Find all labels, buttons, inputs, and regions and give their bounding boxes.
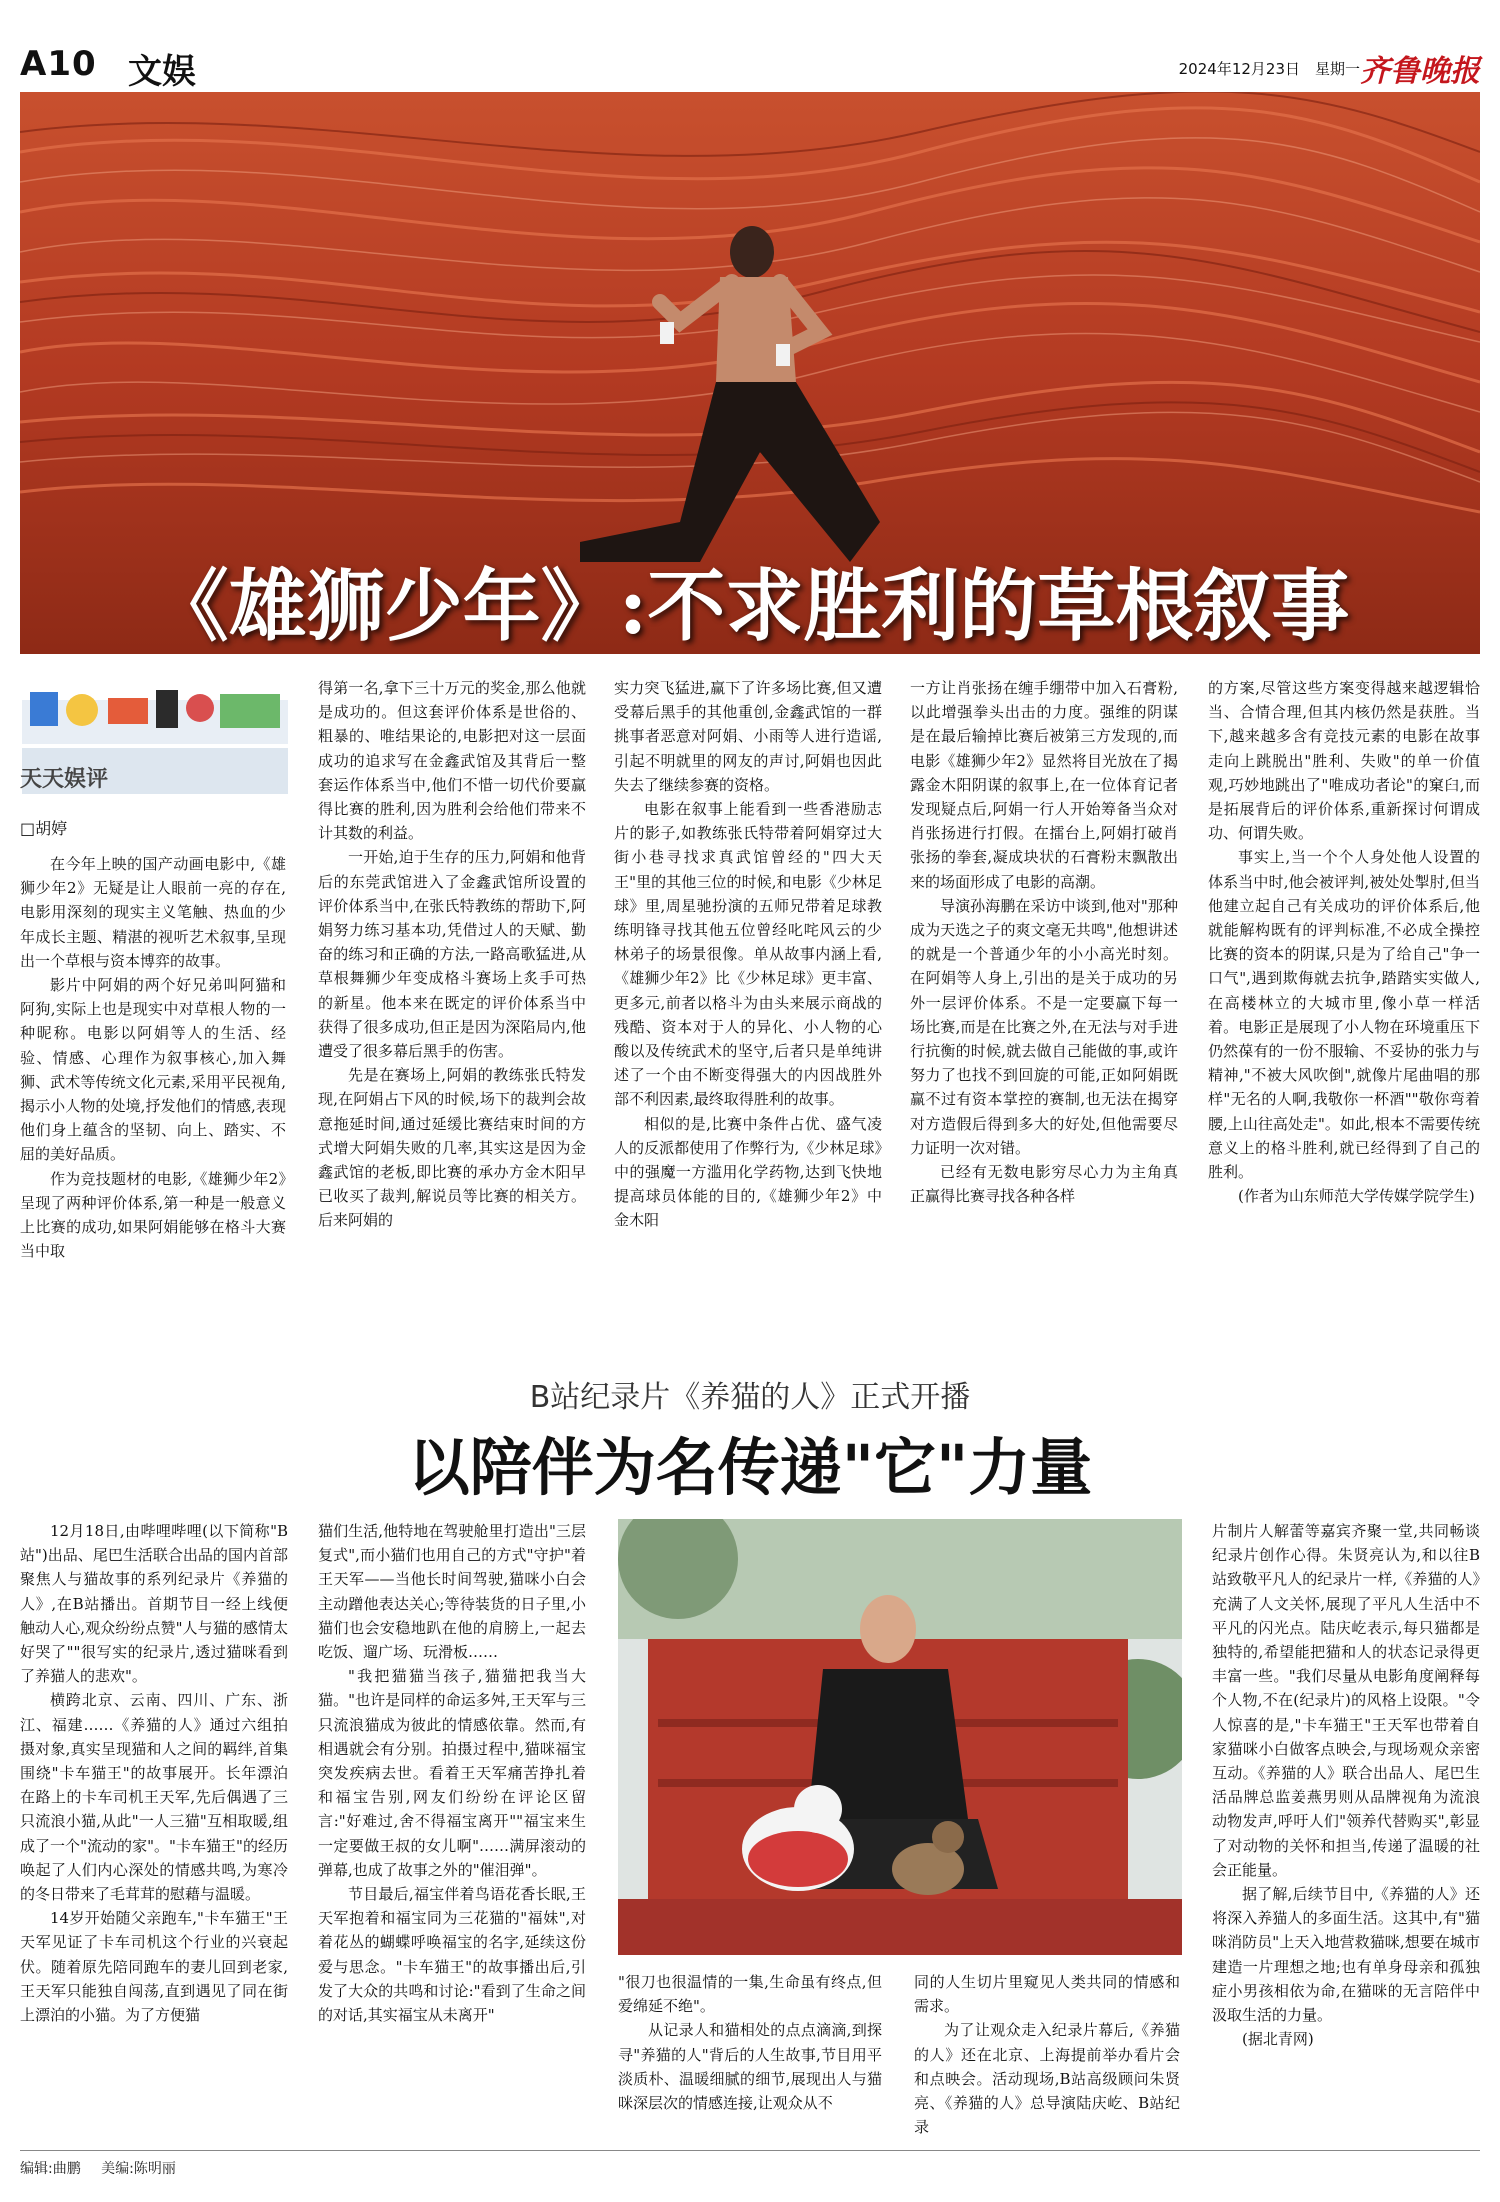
article1-column-2: [318, 676, 586, 1336]
paragraph: 为了让观众走入纪录片幕后,《养猫的人》还在北京、上海提前举办看片会和点映会。活动现场,B站高级顾问朱贤亮、《养猫的人》总导演陆庆屹、B站纪录: [914, 2021, 1180, 2137]
rubric-name: 天天娱评: [20, 767, 109, 792]
paragraph: 影片中阿娟的两个好兄弟叫阿猫和阿狗,实际上也是现实中对草根人物的一种昵称。电影以阿娟等人的生活、经验、情感、心理作为叙事核心,加入舞狮、武术等传统文化元素,采用平民视角,揭示小人物的处境,抒发他们的情感,表现他们身上蕴含的坚韧、向上、踏实、不屈的美好品质。: [20, 976, 286, 1164]
article2-subtitle: B站纪录片《养猫的人》正式开播: [529, 1380, 971, 1415]
paragraph: 横跨北京、云南、四川、广东、浙江、福建……《养猫的人》通过六组拍摄对象,真实呈现猫和人之间的羁绊,首集围绕"卡车猫王"的故事展开。长年漂泊在路上的卡车司机王天军,先后偶遇了三只流浪小猫,从此"一人三猫"互相取暖,组成了一个"流动的家"。"卡车猫王"的经历唤起了人们内心深处的情感共鸣,为寒冷的冬日带来了毛茸茸的慰藉与温暖。: [20, 1691, 288, 1904]
truck-driver-with-cats-image: [618, 1519, 1182, 1955]
paragraph: 据了解,后续节目中,《养猫的人》还将深入养猫人的多面生活。这其中,有"猫咪消防员"上天入地营救猫咪,想要在城市建造一片理想之地;也有单身母亲和孤独症小男孩相依为命,在猫咪的无言陪伴中汲取生活的力量。: [1212, 1885, 1480, 2025]
article2-column-5: [1212, 1519, 1480, 2147]
paragraph: 先是在赛场上,阿娟的教练张氏特发现,在阿娟占下风的时候,场下的裁判会故意拖延时间,通过延缓比赛结束时间的方式增大阿娟失败的几率,其实这是因为金鑫武馆的老板,即比赛的承办方金木阳早已收买了裁判,解说员等比赛的相关方。后来阿娟的: [318, 1066, 586, 1230]
paragraph: 同的人生切片里窥见人类共同的情感和需求。: [914, 1973, 1180, 2016]
paragraph: 一方让肖张扬在缠手绷带中加入石膏粉,以此增强拳头出击的力度。强维的阴谋是在最后输掉比赛后被第三方发现的,而电影《雄狮少年2》显然将目光放在了揭露金木阳阴谋的叙事上,在一位体育记者发现疑点后,阿娟一行人开始筹备当众对肖张扬进行打假。在擂台上,阿娟打破肖张扬的拳套,凝成块状的石膏粉末飘散出来的场面形成了电影的高潮。: [910, 679, 1178, 891]
hero-image: [20, 92, 1480, 654]
page-header: [20, 44, 1480, 92]
article-headline: 《雄狮少年》:不求胜利的草根叙事: [150, 561, 1350, 652]
article2-column-2: [318, 1519, 586, 2147]
paragraph: 节目最后,福宝伴着鸟语花香长眠,王天军抱着和福宝同为三花猫的"福妹",对着花丛的蝴蝶呼唤福宝的名字,延续这份爱与思念。"卡车猫王"的故事播出后,引发了大众的共鸣和讨论:"看到了生命之间的对话,其实福宝从未离开": [318, 1885, 586, 2025]
paragraph: 导演孙海鹏在采访中谈到,他对"那种成为天选之子的爽文毫无共鸣",他想讲述的就是一个普通少年的小小高光时刻。在阿娟等人身上,引出的是关于成功的另外一层评价体系。不是一定要赢下每一场比赛,而是在比赛之外,在无法与对手进行抗衡的时候,就去做自己能做的事,或许努力了也找不到回旋的可能,正如阿娟既赢不过有资本掌控的赛制,也无法在揭穿对方造假后得到多大的好处,但他需要尽力证明一次对错。: [910, 896, 1178, 1157]
article2-headline: 以陪伴为名传递"它"力量: [407, 1431, 1093, 1504]
article1-column-5: [1208, 676, 1480, 1336]
paragraph: (作者为山东师范大学传媒学院学生): [1238, 1187, 1475, 1206]
cat-truck-photo: [618, 1519, 1182, 1955]
article1-column-3: [614, 676, 882, 1336]
page-footer: [20, 2158, 192, 2178]
paragraph: 作为竞技题材的电影,《雄狮少年2》呈现了两种评价体系,第一种是一般意义上比赛的成功,如果阿娟能够在格斗大赛当中取: [20, 1169, 286, 1261]
author-byline: □胡婷: [20, 819, 68, 838]
article1-column-1: [20, 852, 286, 1336]
newspaper-logo: 齐鲁晚报: [1360, 54, 1480, 89]
page-number: A10: [20, 44, 97, 84]
article2-column-1: [20, 1519, 288, 2147]
footer-divider: [20, 2150, 1480, 2151]
section-name: 文娱: [128, 52, 196, 92]
paragraph: 猫们生活,他特地在驾驶舱里打造出"三层复式",而小猫们也用自己的方式"守护"着王天军——当他长时间驾驶,猫咪小白会主动蹭他表达关心;等待装货的日子里,小猫们也会安稳地趴在他的肩膀上,一起去吃饭、遛广场、玩滑板……: [318, 1522, 586, 1662]
paragraph: 一开始,迫于生存的压力,阿娟和他背后的东莞武馆进入了金鑫武馆所设置的评价体系当中,在张氏特教练的帮助下,阿娟努力练习基本功,凭借过人的天赋、勤奋的练习和正确的方法,一路高歌猛进,从草根舞狮少年变成格斗赛场上炙手可热的新星。他本来在既定的评价体系当中获得了很多成功,但正是因为深陷局内,他遭受了很多幕后黑手的伤害。: [318, 848, 586, 1061]
paragraph: 在今年上映的国产动画电影中,《雄狮少年2》无疑是让人眼前一亮的存在,电影用深刻的现实主义笔触、热血的少年成长主题、精湛的视听艺术叙事,呈现出一个草根与资本博弈的故事。: [20, 855, 286, 970]
editor-credit: 编辑:曲鹏: [20, 2161, 81, 2177]
designer-credit: 美编:陈明丽: [101, 2161, 176, 2177]
paragraph: "很刀也很温情的一集,生命虽有终点,但爱绵延不绝"。: [618, 1973, 882, 2016]
article1-column-4: [910, 676, 1178, 1336]
paragraph: 已经有无数电影穷尽心力为主角真正赢得比赛寻找各种各样: [910, 1163, 1178, 1206]
paragraph: 12月18日,由哔哩哔哩(以下简称"B站")出品、尾巴生活联合出品的国内首部聚焦人与猫故事的系列纪录片《养猫的人》,在B站播出。首期节目一经上线便触动人心,观众纷纷点赞"人与猫的感情太好哭了""很写实的纪录片,透过猫咪看到了养猫人的悲欢"。: [20, 1522, 288, 1686]
paragraph: 得第一名,拿下三十万元的奖金,那么他就是成功的。但这套评价体系是世俗的、粗暴的、唯结果论的,电影把对这一层面成功的追求写在金鑫武馆及其背后一整套运作体系当中,他们不惜一切代价要赢得比赛的胜利,因为胜利会给他们带来不计其数的利益。: [318, 679, 586, 843]
paragraph: "我把猫猫当孩子,猫猫把我当大猫。"也许是同样的命运多舛,王天军与三只流浪猫成为彼此的情感依靠。然而,有相遇就会有分别。拍摄过程中,猫咪福宝突发疾病去世。看着王天军痛苦挣扎着和福宝告别,网友们纷纷在评论区留言:"好难过,舍不得福宝离开""福宝来生一定要做王叔的女儿啊"……满屏滚动的弹幕,也成了故事之外的"催泪弹"。: [318, 1667, 586, 1879]
paragraph: 实力突飞猛进,赢下了许多场比赛,但又遭受幕后黑手的其他重创,金鑫武馆的一群挑事者恶意对阿娟、小雨等人进行造谣,引起不明就里的网友的声讨,阿娟也因此失去了继续参赛的资格。: [614, 679, 882, 794]
issue-date: 2024年12月23日: [1178, 60, 1300, 78]
paragraph: 相似的是,比赛中条件占优、盛气凌人的反派都使用了作弊行为,《少林足球》中的强魔一方滥用化学药物,达到飞快地提高球员体能的目的,《雄狮少年2》中金木阳: [614, 1114, 882, 1230]
paragraph: (据北青网): [1242, 2030, 1314, 2049]
paragraph: 14岁开始随父亲跑车,"卡车猫王"王天军见证了卡车司机这个行业的兴衰起伏。随着原先陪同跑车的妻儿回到老家,王天军只能独自闯荡,直到遇见了同在街上漂泊的小猫。为了方便猫: [20, 1909, 288, 2025]
paragraph: 的方案,尽管这些方案变得越来越逻辑恰当、合情合理,但其内核仍然是获胜。当下,越来越多含有竞技元素的电影在故事走向上跳脱出"胜利、失败"的单一价值观,巧妙地跳出了"唯成功者论"的窠臼,而是拓展背后的评价体系,重新探讨何谓成功、何谓失败。: [1208, 679, 1480, 843]
paragraph: 片制片人解蕾等嘉宾齐聚一堂,共同畅谈纪录片创作心得。朱贤亮认为,和以往B站致敬平凡人的纪录片一样,《养猫的人》充满了人文关怀,展现了平凡人生活中不平凡的闪光点。陆庆屹表示,每只猫都是独特的,希望能把猫和人的状态记录得更丰富一些。"我们尽量从电影角度阐释每个人物,不在(纪录片)的风格上设限。"令人惊喜的是,"卡车猫王"王天军也带着自家猫咪小白做客点映会,与现场观众亲密互动。《养猫的人》联合出品人、尾巴生活品牌总监姜燕男则从品牌视角为流浪动物发声,呼吁人们"领养代替购买",彰显了对动物的关怀和担当,传递了温暖的社会正能量。: [1212, 1522, 1480, 1879]
paragraph: 电影在叙事上能看到一些香港励志片的影子,如教练张氏特带着阿娟穿过大街小巷寻找求真武馆曾经的"四大天王"里的其他三位的时候,和电影《少林足球》里,周星驰扮演的五师兄带着足球教练明锋寻找其他五位曾经叱咤风云的少林弟子的场景很像。单从故事内涵上看,《雄狮少年2》比《少林足球》更丰富、更多元,前者以格斗为由头来展示商战的残酷、资本对于人的异化、小人物的心酸以及传统武术的坚守,后者只是单纯讲述了一个由不断变得强大的内因战胜外部不利因素,最终取得胜利的故事。: [614, 800, 882, 1109]
paragraph: 事实上,当一个个人身处他人设置的体系当中时,他会被评判,被处处掣肘,但当他建立起自己有关成功的评价体系后,他就能解构既有的评判标准,不必成全操控比赛的资本的阴谋,只是为了给自己"争一口气",遇到欺侮就去抗争,踏踏实实做人,在高楼林立的大城市里,像小草一样活着。电影正是展现了小人物在环境重压下仍然葆有的一份不服输、不妥协的张力与精神,"不被大风吹倒",就像片尾曲唱的那样"无名的人啊,我敬你一杯酒""敬你弯着腰,上山往高处走"。如此,根本不需要传统意义上的格斗胜利,就已经得到了自己的胜利。: [1208, 848, 1480, 1182]
article2-column-3: [618, 1970, 882, 2146]
weekday: 星期一: [1314, 60, 1360, 78]
article2-column-4: [914, 1970, 1180, 2146]
paragraph: 从记录人和猫相处的点点滴滴,到探寻"养猫的人"背后的人生故事,节目用平淡质朴、温暖细腻的细节,展现出人与猫咪深层次的情感连接,让观众从不: [618, 2021, 882, 2113]
